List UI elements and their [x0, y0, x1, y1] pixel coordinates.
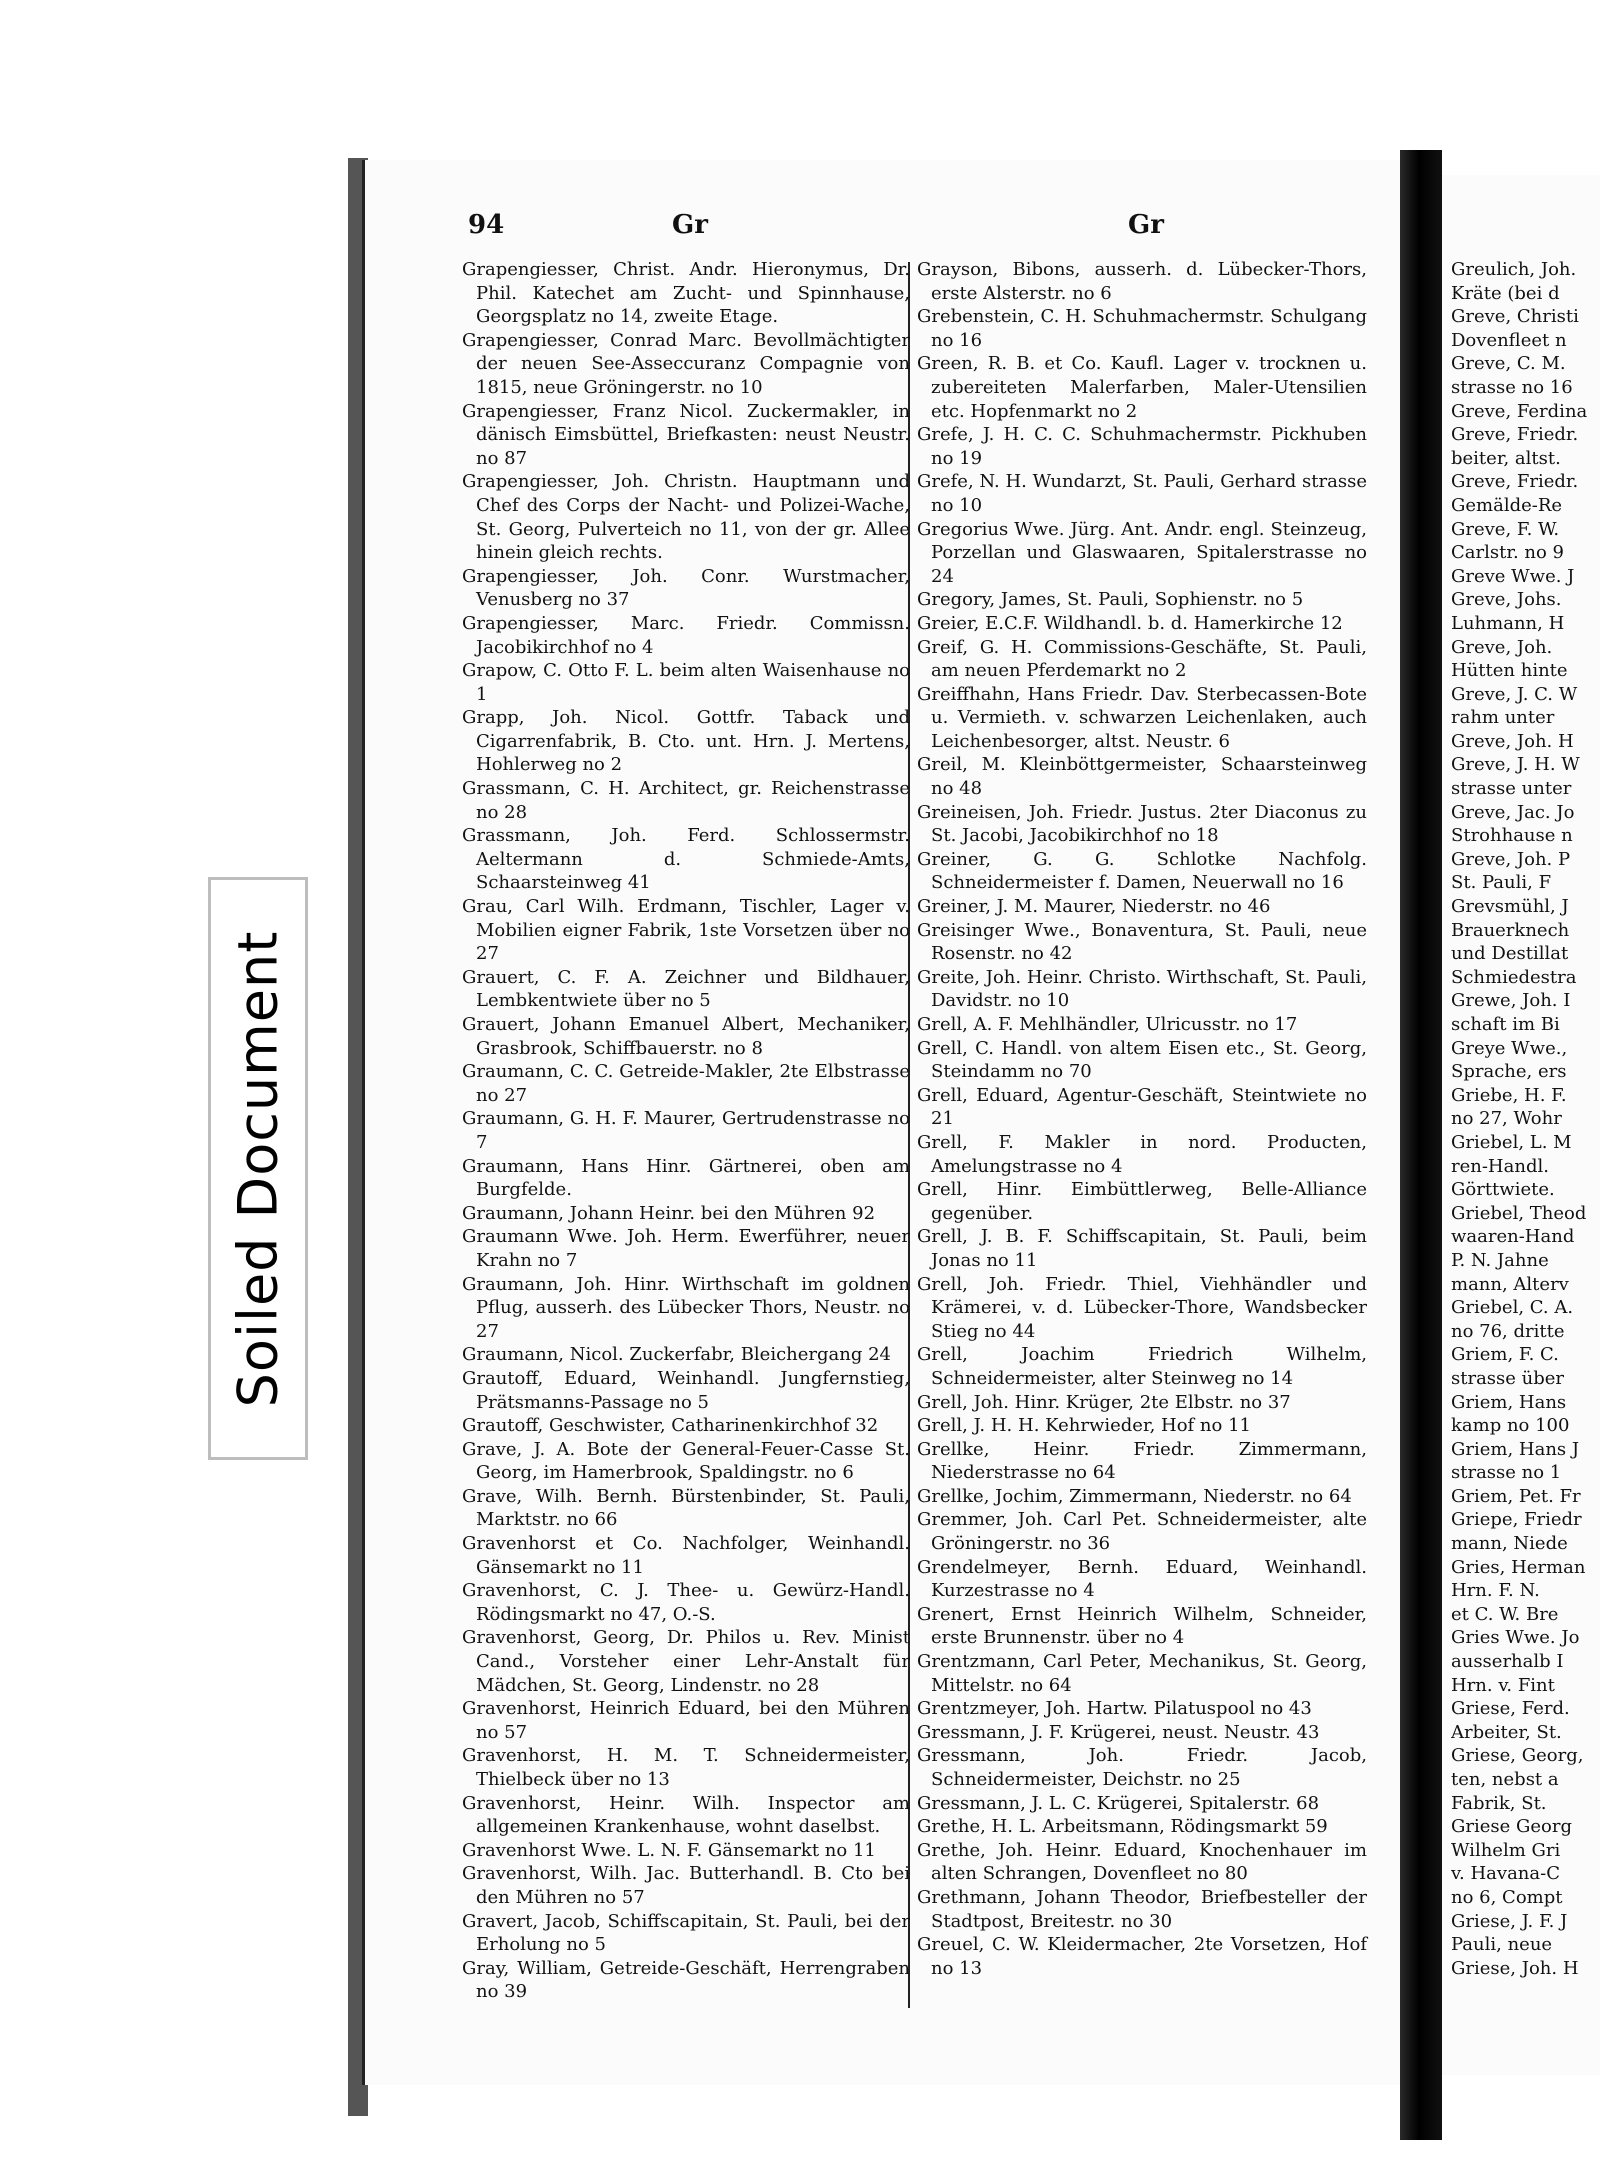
stamp-label: Soiled Document	[226, 930, 290, 1407]
directory-entry: Grentzmeyer, Joh. Hartw. Pilatuspool no 43	[917, 1698, 1312, 1720]
directory-entry: Grewe, Joh. I	[1451, 990, 1571, 1012]
directory-entry: Graumann, G. H. F. Maurer, Gertrudenstrasse no 7	[462, 1108, 910, 1153]
right-running-head: Gr	[1128, 210, 1164, 240]
directory-entry: Greve, Joh. H	[1451, 730, 1574, 752]
directory-entry: Grellke, Jochim, Zimmermann, Niederstr. no 64	[917, 1485, 1352, 1507]
directory-entry: Grell, F. Makler in nord. Producten, Amelungstrasse no 4	[917, 1131, 1367, 1177]
directory-entry: Grefe, J. H. C. C. Schuhmachermstr. Pickhuben no 19	[917, 424, 1367, 469]
directory-entry: Grauert, Johann Emanuel Albert, Mechaniker, Grasbrook, Schiffbauerstr. no 8	[462, 1014, 910, 1059]
directory-entry: Gravenhorst, H. M. T. Schneidermeister, Thielbeck über no 13	[462, 1745, 910, 1790]
directory-entry: Griem, Hans J	[1451, 1438, 1580, 1460]
directory-entry: Griebe, H. F.	[1451, 1084, 1567, 1106]
directory-entry: St. Pauli, F	[1451, 872, 1552, 894]
directory-entry: Graumann Wwe. Joh. Herm. Ewerführer, neuer Krahn no 7	[462, 1226, 910, 1271]
directory-entry: Grautoff, Geschwister, Catharinenkirchhof 32	[462, 1415, 879, 1437]
directory-entry: ren-Handl.	[1451, 1155, 1549, 1177]
directory-entry: kamp no 100	[1451, 1415, 1570, 1437]
directory-entry: Grapengiesser, Franz Nicol. Zuckermakler, in dänisch Eimsbüttel, Briefkasten: neust Neustr. no 87	[462, 400, 910, 469]
directory-entry: Strohhause n	[1451, 825, 1573, 847]
directory-entry: Grapengiesser, Joh. Christn. Hauptmann und Chef des Corps der Nacht- und Polizei-Wache, St. Georg, Pulverteich no 11, von der gr. Allee hinein gleich rechts.	[462, 471, 910, 564]
directory-entry: Greve, J. C. W	[1451, 683, 1578, 705]
directory-entry: P. N. Jahne	[1451, 1249, 1549, 1271]
directory-entry: Grellke, Heinr. Friedr. Zimmermann, Niederstrasse no 64	[917, 1438, 1367, 1484]
left-column	[462, 258, 910, 2004]
directory-entry: Graumann, Nicol. Zuckerfabr, Bleichergang 24	[462, 1344, 892, 1366]
directory-entry: Gravenhorst, C. J. Thee- u. Gewürz-Handl. Rödingsmarkt no 47, O.-S.	[462, 1580, 910, 1625]
directory-entry: Grefe, N. H. Wundarzt, St. Pauli, Gerhard strasse no 10	[917, 471, 1367, 516]
directory-entry: Grassmann, C. H. Architect, gr. Reichenstrasse no 28	[462, 778, 910, 823]
directory-entry: Gray, William, Getreide-Geschäft, Herrengraben no 39	[462, 1957, 910, 2003]
directory-entry: Gremmer, Joh. Carl Pet. Schneidermeister, alte Gröningerstr. no 36	[917, 1509, 1367, 1555]
directory-entry: und Destillat	[1451, 943, 1569, 965]
directory-entry: no 6, Compt	[1451, 1886, 1563, 1908]
directory-entry: Greye Wwe.,	[1451, 1037, 1568, 1059]
directory-entry: Gressmann, J. L. C. Krügerei, Spitalerstr. 68	[917, 1792, 1320, 1814]
directory-entry: Greil, M. Kleinböttgermeister, Schaarsteinweg no 48	[917, 754, 1367, 800]
directory-entry: Griem, Pet. Fr	[1451, 1485, 1581, 1507]
directory-entry: Gregory, James, St. Pauli, Sophienstr. no 5	[917, 589, 1304, 611]
directory-entry: Gravenhorst, Heinr. Wilh. Inspector am allgemeinen Krankenhause, wohnt daselbst.	[462, 1792, 910, 1838]
directory-entry: Greineisen, Joh. Friedr. Justus. 2ter Diaconus zu St. Jacobi, Jacobikirchhof no 18	[917, 801, 1367, 847]
right-column-partial	[1451, 258, 1600, 1980]
directory-entry: Dovenfleet n	[1451, 329, 1567, 351]
directory-entry: Graumann, Johann Heinr. bei den Mühren 92	[462, 1202, 876, 1224]
directory-entry: Grayson, Bibons, ausserh. d. Lübecker-Thors, erste Alsterstr. no 6	[917, 259, 1367, 304]
directory-entry: Grave, J. A. Bote der General-Feuer-Casse St. Georg, im Hamerbrook, Spaldingstr. no 6	[462, 1438, 910, 1484]
directory-entry: waaren-Hand	[1451, 1226, 1575, 1248]
directory-entry: rahm unter	[1451, 707, 1555, 729]
directory-entry: Griepe, Friedr	[1451, 1509, 1582, 1531]
directory-entry: Griese, Georg,	[1451, 1745, 1584, 1767]
directory-entry: Gressmann, Joh. Friedr. Jacob, Schneidermeister, Deichstr. no 25	[917, 1745, 1367, 1790]
directory-entry: mann, Alterv	[1451, 1273, 1569, 1295]
directory-entry: Griese Georg	[1451, 1816, 1572, 1838]
directory-entry: Grapengiesser, Christ. Andr. Hieronymus, Dr. Phil. Katechet am Zucht- und Spinnhause, Georgsplatz no 14, zweite Etage.	[462, 259, 910, 328]
directory-entry: Graumann, Joh. Hinr. Wirthschaft im goldnen Pflug, ausserh. des Lübecker Thors, Neustr. no 27	[462, 1273, 910, 1342]
directory-entry: Gregorius Wwe. Jürg. Ant. Andr. engl. Steinzeug, Porzellan und Glaswaaren, Spitalerstrasse no 24	[917, 518, 1367, 587]
directory-entry: ausserhalb I	[1451, 1651, 1564, 1673]
directory-entry: Gravenhorst, Wilh. Jac. Butterhandl. B. Cto bei den Mühren no 57	[462, 1863, 910, 1908]
directory-entry: et C. W. Bre	[1451, 1603, 1559, 1625]
directory-entry: beiter, altst.	[1451, 447, 1561, 469]
directory-entry: Hrn. F. N.	[1451, 1580, 1540, 1602]
directory-entry: Fabrik, St.	[1451, 1792, 1547, 1814]
directory-entry: Grethe, H. L. Arbeitsmann, Rödingsmarkt 59	[917, 1816, 1328, 1838]
directory-entry: Greif, G. H. Commissions-Geschäfte, St. Pauli, am neuen Pferdemarkt no 2	[917, 636, 1367, 682]
directory-entry: Grell, J. H. H. Kehrwieder, Hof no 11	[917, 1415, 1251, 1437]
directory-entry: Grave, Wilh. Bernh. Bürstenbinder, St. Pauli, Marktstr. no 66	[462, 1485, 910, 1531]
directory-entry: Grendelmeyer, Bernh. Eduard, Weinhandl. Kurzestrasse no 4	[917, 1556, 1367, 1602]
directory-entry: Grenert, Ernst Heinrich Wilhelm, Schneider, erste Brunnenstr. über no 4	[917, 1603, 1367, 1649]
directory-entry: Greulich, Joh.	[1451, 259, 1577, 280]
directory-entry: strasse unter	[1451, 778, 1572, 800]
directory-entry: Greiffhahn, Hans Friedr. Dav. Sterbecassen-Bote u. Vermieth. v. schwarzen Leichenlaken, auch Leichenbesorger, altst. Neustr. 6	[917, 683, 1367, 752]
directory-entry: Gravenhorst Wwe. L. N. F. Gänsemarkt no 11	[462, 1839, 876, 1861]
directory-entry: Sprache, ers	[1451, 1061, 1567, 1083]
directory-entry: Greve, Ferdina	[1451, 400, 1588, 422]
directory-entry: Grell, Hinr. Eimbüttlerweg, Belle-Alliance gegenüber.	[917, 1179, 1367, 1224]
directory-entry: Grell, J. B. F. Schiffscapitain, St. Pauli, beim Jonas no 11	[917, 1226, 1367, 1271]
directory-entry: Greve, C. M.	[1451, 353, 1566, 375]
directory-entry: Grethe, Joh. Heinr. Eduard, Knochenhauer im alten Schrangen, Dovenfleet no 80	[917, 1839, 1367, 1885]
directory-entry: Greiner, G. G. Schlotke Nachfolg. Schneidermeister f. Damen, Neuerwall no 16	[917, 848, 1367, 894]
directory-entry: no 27, Wohr	[1451, 1108, 1562, 1130]
directory-entry: Görttwiete.	[1451, 1179, 1555, 1201]
directory-entry: Grell, C. Handl. von altem Eisen etc., St. Georg, Steindamm no 70	[917, 1037, 1367, 1083]
directory-entry: Grebenstein, C. H. Schuhmachermstr. Schulgang no 16	[917, 306, 1367, 351]
book-gutter	[1400, 150, 1442, 2140]
directory-entry: Pauli, neue	[1451, 1934, 1553, 1956]
directory-entry: Greve, Johs.	[1451, 589, 1562, 611]
directory-entry: Griese, J. F. J	[1451, 1910, 1568, 1932]
directory-entry: Greve, Joh. P	[1451, 848, 1571, 870]
directory-entry: Arbeiter, St.	[1451, 1721, 1562, 1743]
directory-entry: Brauerknech	[1451, 919, 1570, 941]
directory-entry: Greve, Joh.	[1451, 636, 1553, 658]
directory-entry: Grethmann, Johann Theodor, Briefbesteller der Stadtpost, Breitestr. no 30	[917, 1886, 1367, 1932]
directory-entry: Greve, Friedr.	[1451, 424, 1579, 446]
left-running-head: Gr	[672, 210, 708, 240]
directory-entry: Gries Wwe. Jo	[1451, 1627, 1580, 1649]
directory-entry: Greuel, C. W. Kleidermacher, 2te Vorsetzen, Hof no 13	[917, 1934, 1367, 1979]
directory-entry: Grevsmühl, J	[1451, 896, 1569, 918]
directory-entry: Gressmann, J. F. Krügerei, neust. Neustr. 43	[917, 1721, 1320, 1743]
directory-entry: Grell, Joh. Friedr. Thiel, Viehhändler und Krämerei, v. d. Lübecker-Thore, Wandsbecker Stieg no 44	[917, 1273, 1367, 1342]
directory-entry: Grell, Eduard, Agentur-Geschäft, Steintwiete no 21	[917, 1084, 1367, 1130]
directory-entry: Greve, Christi	[1451, 306, 1579, 328]
directory-entry: Schmiedestra	[1451, 966, 1577, 988]
directory-entry: Gries, Herman	[1451, 1556, 1586, 1578]
page-number: 94	[468, 210, 505, 240]
directory-entry: Greve, F. W.	[1451, 518, 1560, 540]
directory-entry: no 76, dritte	[1451, 1320, 1565, 1342]
directory-entry: Greve, Friedr.	[1451, 471, 1579, 493]
directory-entry: Griebel, Theod	[1451, 1202, 1587, 1224]
directory-entry: Greite, Joh. Heinr. Christo. Wirthschaft, St. Pauli, Davidstr. no 10	[917, 966, 1367, 1012]
directory-entry: Grell, Joachim Friedrich Wilhelm, Schneidermeister, alter Steinweg no 14	[917, 1344, 1367, 1389]
directory-entry: strasse no 1	[1451, 1462, 1562, 1484]
directory-entry: Griese, Ferd.	[1451, 1698, 1570, 1720]
directory-entry: Hrn. v. Fint	[1451, 1674, 1555, 1696]
directory-entry: Grau, Carl Wilh. Erdmann, Tischler, Lager v. Mobilien eigner Fabrik, 1ste Vorsetzen über no 27	[462, 896, 910, 965]
directory-entry: Luhmann, H	[1451, 612, 1565, 634]
directory-entry: strasse über	[1451, 1367, 1565, 1389]
directory-entry: Greve, J. H. W	[1451, 754, 1580, 776]
directory-entry: Carlstr. no 9	[1451, 542, 1565, 564]
directory-entry: Gravenhorst, Heinrich Eduard, bei den Mühren no 57	[462, 1698, 910, 1743]
directory-entry: Griem, Hans	[1451, 1391, 1567, 1413]
directory-entry: Grapengiesser, Marc. Friedr. Commissn. Jacobikirchhof no 4	[462, 612, 910, 658]
directory-entry: Grapengiesser, Conrad Marc. Bevollmächtigter der neuen See-Asseccuranz Compagnie von 1815, neue Gröningerstr. no 10	[462, 329, 910, 398]
directory-entry: Graumann, Hans Hinr. Gärtnerei, oben am Burgfelde.	[462, 1155, 910, 1201]
directory-entry: Gravenhorst et Co. Nachfolger, Weinhandl. Gänsemarkt no 11	[462, 1533, 910, 1578]
directory-entry: Grauert, C. F. A. Zeichner und Bildhauer, Lembkentwiete über no 5	[462, 966, 910, 1012]
directory-entry: Gravenhorst, Georg, Dr. Philos u. Rev. Minist Cand., Vorsteher einer Lehr-Anstalt für Mädchen, St. Georg, Lindenstr. no 28	[462, 1627, 910, 1696]
directory-entry: Greier, E.C.F. Wildhandl. b. d. Hamerkirche 12	[917, 612, 1343, 634]
directory-entry: mann, Niede	[1451, 1533, 1568, 1555]
middle-column	[917, 258, 1367, 1980]
directory-entry: Greisinger Wwe., Bonaventura, St. Pauli, neue Rosenstr. no 42	[917, 919, 1367, 965]
directory-entry: Green, R. B. et Co. Kaufl. Lager v. trocknen u. zubereiteten Malerfarben, Maler-Utensilien etc. Hopfenmarkt no 2	[917, 353, 1367, 422]
directory-entry: Greiner, J. M. Maurer, Niederstr. no 46	[917, 896, 1271, 918]
directory-entry: Greve, Jac. Jo	[1451, 801, 1575, 823]
directory-entry: schaft im Bi	[1451, 1014, 1560, 1035]
directory-entry: Wilhelm Gri	[1451, 1839, 1561, 1861]
directory-entry: Grassmann, Joh. Ferd. Schlossermstr. Aeltermann d. Schmiede-Amts, Schaarsteinweg 41	[462, 825, 910, 894]
directory-entry: Griebel, C. A.	[1451, 1297, 1574, 1319]
directory-entry: v. Havana-C	[1451, 1863, 1560, 1885]
directory-entry: Grell, A. F. Mehlhändler, Ulricusstr. no 17	[917, 1014, 1298, 1035]
directory-entry: ten, nebst a	[1451, 1769, 1559, 1790]
directory-entry: Griem, F. C.	[1451, 1344, 1559, 1366]
directory-entry: Greve Wwe. J	[1451, 565, 1575, 587]
directory-entry: Gravert, Jacob, Schiffscapitain, St. Pauli, bei der Erholung no 5	[462, 1910, 910, 1956]
directory-entry: Kräte (bei d	[1451, 282, 1560, 304]
directory-entry: strasse no 16	[1451, 376, 1573, 398]
directory-entry: Graumann, C. C. Getreide-Makler, 2te Elbstrasse no 27	[462, 1061, 910, 1106]
directory-entry: Grentzmann, Carl Peter, Mechanikus, St. Georg, Mittelstr. no 64	[917, 1651, 1367, 1696]
directory-entry: Grapengiesser, Joh. Conr. Wurstmacher, Venusberg no 37	[462, 565, 910, 611]
directory-entry: Griebel, L. M	[1451, 1131, 1572, 1153]
directory-entry: Grapow, C. Otto F. L. beim alten Waisenhause no 1	[462, 660, 910, 705]
directory-entry: Grell, Joh. Hinr. Krüger, 2te Elbstr. no 37	[917, 1391, 1291, 1413]
directory-entry: Grautoff, Eduard, Weinhandl. Jungfernstieg, Prätsmanns-Passage no 5	[462, 1367, 910, 1413]
directory-entry: Grapp, Joh. Nicol. Gottfr. Taback und Cigarrenfabrik, B. Cto. unt. Hrn. J. Mertens, Hohlerweg no 2	[462, 707, 910, 776]
directory-entry: Hütten hinte	[1451, 660, 1568, 682]
directory-entry: Gemälde-Re	[1451, 494, 1563, 516]
directory-entry: Griese, Joh. H	[1451, 1957, 1579, 1979]
soiled-document-stamp	[208, 877, 308, 1460]
